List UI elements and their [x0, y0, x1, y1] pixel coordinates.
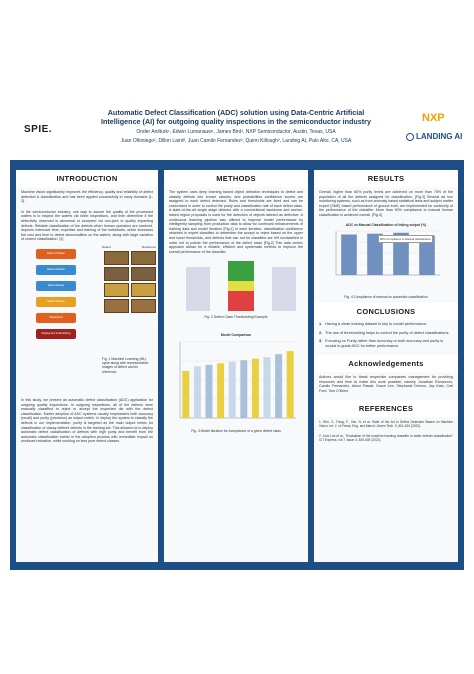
flow-step: Define Problem [36, 249, 76, 259]
conclusion-num: 1. [319, 321, 323, 326]
conclusion-text: Having a clean training dataset is key to model performance. [325, 321, 428, 326]
conclusions-heading: CONCLUSIONS [314, 303, 458, 320]
chart-bar [206, 364, 213, 417]
authors-line2: Juan Olloniego², Dillon Laird², Juan Camilo Fernandez², Quinn Killough², Landing AI, Palo Alto, CA, USA [120, 138, 352, 144]
methods-column [164, 170, 308, 562]
introduction-p2: In the semiconductor industry, one way to assure the quality of the processed wafers is to inspect the wafers via inline inspections, and then determine if the defectivity observed is abnormal or accepted via non-joint or quality impacting defects. Reliable classification of the defects when human operators are involved, requires extensive time, expertise and training of the individuals, which increases the cost and time to detect abnormalities on the wafers, along with large variation of correct classification. [2] [21, 209, 153, 242]
chart-bar [217, 363, 224, 418]
reference-item: 1. Ren, Z., Fang, F., Yan, N. et al. State of the Art in Defect Detection Based on Machine Vision. Int. J. of Precis. Eng. and Manuf.-Green Tech. 9, 661-691 (2022). [319, 420, 453, 429]
threshold-column-right [272, 267, 296, 311]
flow-step: Data Labeling [36, 281, 76, 291]
introduction-p3: In this study, we present an automatic defect classification (ADC) application for outgoing quality inspections. In outgoing inspections, all of the defects were manually classified to reject or accept the inspected die with the defect classification. Earlier adoption of ADC systems usually emphasizes both accuracy (recall) and purity (precision) as output metric. In deploy the system to classify the defects in our implementation, purity is targeted as the main output metric for classification of classy defined defects in the training set. This allowed us to deploy automatic defect classification of defects with high purity and benefit from the automatic classification earlier in the adoption process with immediate impact on workload reduction, while working on less pure defect classes. [21, 397, 153, 444]
defect-image [104, 283, 129, 297]
title-block [74, 108, 398, 144]
defect-image [104, 299, 129, 313]
chart-bar [252, 358, 259, 417]
flow-step: Data Collection [36, 265, 76, 275]
model-comparison-chart [172, 338, 300, 424]
figure-2 [172, 261, 300, 325]
conclusion-text: The use of thresholding helps to control the purity of defect classifications. [325, 330, 450, 335]
chart-bar [275, 354, 282, 418]
threshold-column-left [186, 267, 210, 311]
defect-label: Defect [102, 244, 111, 249]
introduction-column [16, 170, 158, 562]
figure-3-caption: Fig. 3 Model iteration for Acceptance of a given defect class [191, 428, 281, 433]
defect-images [104, 251, 156, 313]
landing-ai-text: LANDING AI [416, 132, 463, 141]
chart-bar [194, 366, 201, 418]
poster-header [10, 102, 464, 154]
spie-logo: SPIE. [24, 124, 53, 135]
conclusion-item [314, 329, 458, 338]
chart-bar [341, 234, 357, 274]
figure-1 [16, 245, 158, 395]
landing-ai-icon [406, 133, 414, 141]
poster-title-line1: Automatic Defect Classification (ADC) solution using Data-Centric Artificial [107, 108, 365, 117]
conclusion-num: 2. [319, 330, 323, 335]
conclusion-item [314, 337, 458, 351]
conclusion-num: 3. [319, 339, 323, 344]
figure-4-caption: Fig. 4 Compliance of manual vs automatic classification [344, 294, 428, 299]
results-heading: RESULTS [314, 170, 458, 187]
authors-line1: Onder Anilturk¹, Edwin Lumanauw¹, James Bird¹, NXP Semiconductor, Austin, Texas, USA [136, 129, 336, 135]
methods-heading: METHODS [164, 170, 308, 187]
acknowledgements-text: Authors would like to thank respective companies management for providing resources and time to make this work possible; namely Jonathan Ronconcio, Camilo Fernandez, Ankur Rawat, Grace Lee, Stephanie Demou, Jay Kato, Carl Ford, Tom O'Brien. [319, 374, 453, 393]
flow-step: Model Eval [36, 313, 76, 323]
acknowledgements-heading: Acknowledgements [314, 355, 458, 372]
landing-ai-logo [406, 132, 462, 141]
figure-4 [328, 223, 444, 293]
nxp-logo: NXP [422, 112, 445, 124]
chart-bar [240, 360, 247, 418]
threshold-column-mid [228, 261, 254, 311]
reference-image [131, 267, 156, 281]
chart-bar [229, 361, 236, 417]
figure-4-title: ADC vs Manual Classification of Inking output (%) [345, 222, 427, 227]
chart-bar [182, 370, 189, 417]
methods-p1: The system uses deep learning based object detection techniques to detect and classify defects into known classes, and probabilities confidence scores are assigned to each defect detected. Rules and thresholds are fixed and can be customized in order to control the purity and classification rate of each defect class. A state-of-the-art single stage detector with a convolutional backbone and anchor-based region proposals is used for the detection of objects labeled as defective. A continuous learning pipeline was utilized to improve model performance by intelligently sampling from production data to allow for continued enhancements of training data and model iteration [Fig.1] In each iteration, classification confidence obtained is expert classified to determine the accept or reject based on the upper and lower thresholds, and defects that can not be classified are left unclassified in order not to pollute the performance of the defect class [Fig.2] This data centric approach allows for a reliable, efficient and systematic method to improve the overall performance of the classifier. [169, 190, 303, 254]
reference-label: Reference [142, 244, 156, 249]
defect-grid-headers [102, 245, 156, 249]
results-p1: Overall, higher than 80% purity levels are achieved on more than 75% of the population of all the defects assigned for classification. [Fig.3] Several ad hoc monitoring systems, such as from anomaly based statistical tests and subject matter expert (SME) based performance of ground truth, are implemented for continuity of the performance of the classifier. More than 90% compliance to manual human classification is achieved overall. [Fig.4] [319, 190, 453, 217]
defect-image [104, 267, 129, 281]
chart-bar [287, 351, 294, 418]
reference-item: 2. Jock Lim et al., "Evaluation of the machine learning classifier in wafer defects classification" ICT Express, vol 7, issue 4, 535-539 (2021). [319, 434, 453, 443]
figure-2-caption: Fig. 2 Defect Class Thresholding Example [204, 315, 268, 320]
reference-image [131, 299, 156, 313]
figure-1-caption: Fig. 1 Machine Learning (ML) cycle along with representative images of defect and its reference. [102, 356, 149, 374]
figure-3 [172, 333, 300, 443]
defect-image [104, 251, 129, 265]
ml-cycle-flow [36, 249, 76, 345]
reference-image [131, 283, 156, 297]
poster-title-line2: Intelligence (AI) for outgoing quality inspections in the semiconductor industry [101, 117, 371, 126]
figure-3-title: Model Comparison [220, 333, 252, 338]
conclusion-text: Focusing on Purity rather than Accuracy or both accuracy and purity is crucial to guide ADC for better performance. [325, 339, 444, 349]
introduction-heading: INTRODUCTION [16, 170, 158, 187]
introduction-p1: Machine vision significantly improves the efficiency, quality and reliability of defect detection & classification and has been applied successfully in many domains [1-3]. [21, 190, 153, 204]
references-heading: REFERENCES [314, 400, 458, 417]
flow-step: Deployment & Monitoring [36, 329, 76, 339]
chart-bar [264, 357, 271, 418]
flow-step: Model Training [36, 297, 76, 307]
poster [10, 102, 464, 570]
results-column [314, 170, 458, 562]
reference-image [131, 251, 156, 265]
conclusion-item [314, 320, 458, 329]
figure-4-legend: 90% Compliance to Manual classification [378, 235, 433, 243]
